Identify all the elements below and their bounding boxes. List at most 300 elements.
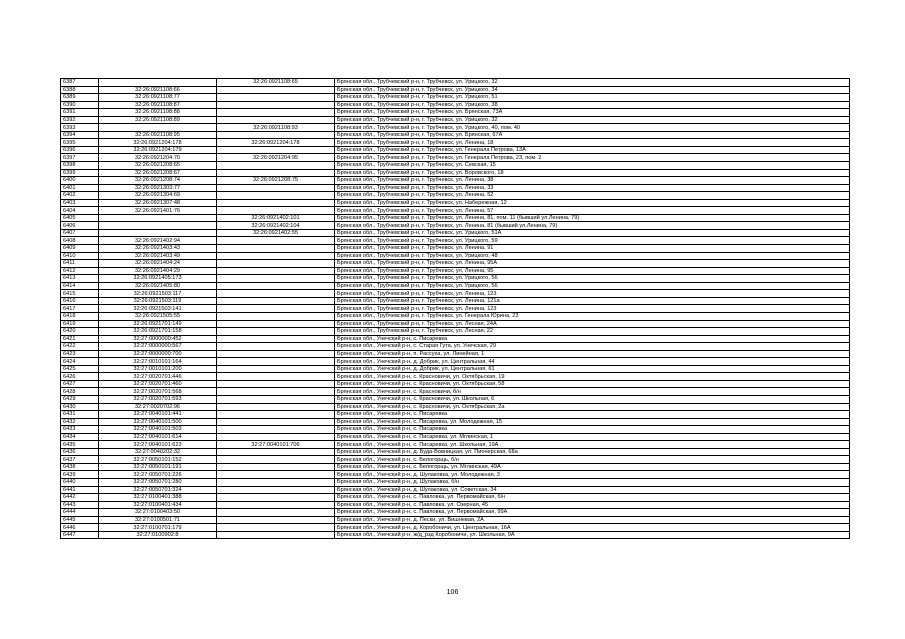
cell-address: Брянская обл., Унечский р-н, с. Красновичи, ул. Школьная, 6 [335,395,850,403]
cell-related-cadastral-number [217,162,335,170]
cell-cadastral-number: 32:26:0921401:76 [99,207,217,215]
cell-address: Брянская обл., Трубчевский р-н, г. Трубчевск, ул. Урицкого, 56 [335,275,850,283]
cell-row-number: 6432 [61,418,99,426]
table-row [61,418,850,426]
table-row [61,101,850,109]
cell-address: Брянская обл., Унечский р-н, д. Добрик, ул. Центральная, 61 [335,365,850,373]
cell-row-number: 6406 [61,222,99,230]
cell-related-cadastral-number [217,395,335,403]
table-row [61,267,850,275]
cell-related-cadastral-number [217,245,335,253]
cell-cadastral-number: 32:26:0921503:117 [99,290,217,298]
cell-address: Брянская обл., Трубчевский р-н, г. Трубчевск, ул. Урицкого, 32 [335,116,850,124]
cell-cadastral-number: 32:27:0100401:434 [99,501,217,509]
cell-address: Брянская обл., Трубчевский р-н, г. Трубчевск, ул. Генерала Петрова, 13А [335,146,850,154]
cell-related-cadastral-number: 32:26:0921402:55 [217,229,335,237]
cell-row-number: 6396 [61,146,99,154]
cell-cadastral-number: 32:27:0050701:280 [99,478,217,486]
cell-cadastral-number [99,229,217,237]
cell-related-cadastral-number [217,101,335,109]
cell-row-number: 6400 [61,177,99,185]
cell-address: Брянская обл., Трубчевский р-н, г. Трубчевск, ул. Ленина, 81, пом. 11 (бывший ул.Ленина, 79) [335,214,850,222]
cell-row-number: 6431 [61,411,99,419]
cell-cadastral-number: 32:26:0921405:80 [99,282,217,290]
cell-related-cadastral-number [217,290,335,298]
cell-related-cadastral-number: 32:26:0921402:101 [217,214,335,222]
table-row [61,282,850,290]
cell-cadastral-number: 32:26:0921208:65 [99,162,217,170]
cell-row-number: 6411 [61,260,99,268]
cell-address: Брянская обл., Трубчевский р-н, г. Трубчевск, ул. Урицкого, 51 [335,94,850,102]
cell-row-number: 6410 [61,252,99,260]
cell-cadastral-number: 32:27:0040202:32 [99,448,217,456]
registry-table-body [61,79,850,539]
cell-cadastral-number: 32:27:0010101:164 [99,358,217,366]
cell-cadastral-number: 32:26:0921701:149 [99,320,217,328]
cell-related-cadastral-number [217,192,335,200]
cell-related-cadastral-number: 32:26:0921108:93 [217,124,335,132]
table-row [61,395,850,403]
cell-related-cadastral-number [217,478,335,486]
cell-address: Брянская обл., Унечский р-н, с. Павловка, ул. Первомайская, 99А [335,509,850,517]
cell-address: Брянская обл., Унечский р-н, с. Красновичи, б/н [335,388,850,396]
table-row [61,290,850,298]
table-row [61,214,850,222]
cell-cadastral-number: 32:27:0020701:593 [99,395,217,403]
table-row [61,358,850,366]
cell-row-number: 6415 [61,290,99,298]
cell-related-cadastral-number [217,267,335,275]
table-row [61,373,850,381]
cell-row-number: 6445 [61,516,99,524]
cell-row-number: 6427 [61,380,99,388]
cell-related-cadastral-number [217,380,335,388]
cell-related-cadastral-number [217,312,335,320]
cell-cadastral-number: 32:26:0921108:66 [99,86,217,94]
cell-address: Брянская обл., Унечский р-н, с. Старая Гута, ул. Унечская, 29 [335,343,850,351]
cell-address: Брянская обл., Унечский р-н, д. Шулаковка, б/н [335,478,850,486]
cell-address: Брянская обл., Унечский р-н, д. Шулаковка, ул. Молодежная, 3 [335,471,850,479]
cell-related-cadastral-number: 32:26:0921208:75 [217,177,335,185]
cell-cadastral-number: 32:26:0921108:88 [99,109,217,117]
cell-cadastral-number: 32:27:0040101:614 [99,433,217,441]
cell-related-cadastral-number [217,305,335,313]
cell-related-cadastral-number [217,373,335,381]
cell-related-cadastral-number [217,524,335,532]
cell-cadastral-number: 32:26:0921204:70 [99,154,217,162]
cell-row-number: 6391 [61,109,99,117]
cell-cadastral-number: 32:26:0921405:173 [99,275,217,283]
cell-related-cadastral-number [217,86,335,94]
cell-related-cadastral-number [217,403,335,411]
cell-cadastral-number: 32:27:0020701:460 [99,380,217,388]
cell-address: Брянская обл., Трубчевский р-н, г. Трубчевск, ул. Ленина, 81 (бывший ул.Ленина, 79) [335,222,850,230]
cell-address: Брянская обл., Унечский р-н, с. Белогорщь, ул. Мглинская, 49А [335,463,850,471]
cell-related-cadastral-number [217,275,335,283]
cell-row-number: 6397 [61,154,99,162]
table-row [61,433,850,441]
cell-address: Брянская обл., Трубчевский р-н, г. Трубчевск, ул. Брянская, 73А [335,109,850,117]
cell-address: Брянская обл., Унечский р-н, с. Павловка, ул. Первомайская, б/н [335,494,850,502]
cell-address: Брянская обл., Трубчевский р-н, г. Трубчевск, ул. Урицкого, 56 [335,282,850,290]
cell-row-number: 6404 [61,207,99,215]
cell-address: Брянская обл., Трубчевский р-н, г. Трубчевск, ул. Ленина, 18 [335,139,850,147]
cell-row-number: 6420 [61,328,99,336]
cell-cadastral-number: 32:27:0100501:71 [99,516,217,524]
cell-cadastral-number: 32:27:0040101:503 [99,426,217,434]
cell-related-cadastral-number [217,418,335,426]
cell-cadastral-number: 32:27:0100902:8 [99,531,217,539]
cell-row-number: 6392 [61,116,99,124]
cell-related-cadastral-number [217,94,335,102]
cell-cadastral-number: 32:27:0010101:200 [99,365,217,373]
cell-row-number: 6422 [61,343,99,351]
cell-cadastral-number: 32:27:0000000:452 [99,335,217,343]
cell-related-cadastral-number [217,509,335,517]
cell-cadastral-number: 32:26:0921402:94 [99,237,217,245]
cell-related-cadastral-number [217,184,335,192]
cell-address: Брянская обл., Трубчевский р-н, г. Трубчевск, ул. Урицкого, 40, пом. 40 [335,124,850,132]
cell-row-number: 6417 [61,305,99,313]
cell-row-number: 6409 [61,245,99,253]
cell-row-number: 6402 [61,192,99,200]
cell-row-number: 6426 [61,373,99,381]
table-row [61,245,850,253]
cell-address: Брянская обл., Трубчевский р-н, г. Трубчевск, ул. Ленина, 95 [335,267,850,275]
table-row [61,350,850,358]
cell-related-cadastral-number [217,388,335,396]
table-row [61,471,850,479]
cell-address: Брянская обл., Трубчевский р-н, г. Трубчевск, ул. Набережная, 12 [335,199,850,207]
cell-row-number: 6433 [61,426,99,434]
cell-row-number: 6429 [61,395,99,403]
cell-cadastral-number: 32:27:0020701:568 [99,388,217,396]
cell-cadastral-number: 32:26:0921307:48 [99,199,217,207]
cell-cadastral-number: 32:27:0050101:191 [99,463,217,471]
cell-related-cadastral-number [217,109,335,117]
cell-related-cadastral-number [217,343,335,351]
registry-table [60,78,850,539]
table-row [61,131,850,139]
cell-cadastral-number: 32:26:0921208:67 [99,169,217,177]
cell-address: Брянская обл., Трубчевский р-н, г. Трубчевск, ул. Лесная, 24А [335,320,850,328]
cell-row-number: 6428 [61,388,99,396]
table-row [61,388,850,396]
cell-row-number: 6447 [61,531,99,539]
table-row [61,531,850,539]
document-sheet [60,78,850,539]
cell-address: Брянская обл., Трубчевский р-н, г. Трубчевск, ул. Ленина, 123 [335,305,850,313]
cell-address: Брянская обл., Трубчевский р-н, г. Трубчевск, ул. Лесная, 22 [335,328,850,336]
cell-cadastral-number: 32:27:0100401:388 [99,494,217,502]
cell-address: Брянская обл., Унечский р-н, с. Красновичи, ул. Октябрьская, 19 [335,373,850,381]
cell-related-cadastral-number [217,365,335,373]
cell-related-cadastral-number [217,116,335,124]
cell-cadastral-number: 32:26:0921505:55 [99,312,217,320]
table-row [61,297,850,305]
cell-address: Брянская обл., Унечский р-н, ж/д_рзд Коробоничи, ул. Школьная, 9А [335,531,850,539]
cell-row-number: 6418 [61,312,99,320]
table-row [61,192,850,200]
table-row [61,380,850,388]
cell-row-number: 6393 [61,124,99,132]
cell-cadastral-number: 32:26:0921108:77 [99,94,217,102]
table-row [61,207,850,215]
cell-row-number: 6413 [61,275,99,283]
cell-address: Брянская обл., Трубчевский р-н, г. Трубчевск, ул. Ленина, 57 [335,207,850,215]
table-row [61,524,850,532]
cell-row-number: 6436 [61,448,99,456]
table-row [61,478,850,486]
cell-row-number: 6414 [61,282,99,290]
cell-cadastral-number: 32:27:0000000:700 [99,350,217,358]
cell-related-cadastral-number [217,411,335,419]
cell-related-cadastral-number [217,320,335,328]
cell-row-number: 6421 [61,335,99,343]
cell-cadastral-number: 32:26:0921404:24 [99,260,217,268]
cell-cadastral-number: 32:26:0921701:158 [99,328,217,336]
cell-row-number: 6438 [61,463,99,471]
cell-related-cadastral-number [217,237,335,245]
cell-row-number: 6389 [61,94,99,102]
cell-cadastral-number [99,124,217,132]
cell-cadastral-number: 32:26:0921403:43 [99,245,217,253]
cell-address: Брянская обл., Трубчевский р-н, г. Трубчевск, ул. Ленина, 38 [335,177,850,185]
cell-row-number: 6399 [61,169,99,177]
cell-related-cadastral-number [217,328,335,336]
cell-address: Брянская обл., Унечский р-н, д. Буда-Вовницкая, ул. Пионерская, 68а [335,448,850,456]
table-row [61,109,850,117]
table-row [61,116,850,124]
cell-cadastral-number: 32:27:0050701:324 [99,486,217,494]
cell-address: Брянская обл., Унечский р-н, с. Писаревка, ул. Мглинская, 1 [335,433,850,441]
cell-related-cadastral-number: 32:26:0921108:65 [217,79,335,87]
cell-row-number: 6401 [61,184,99,192]
cell-row-number: 6424 [61,358,99,366]
cell-address: Брянская обл., Трубчевский р-н, г. Трубчевск, ул. Урицкого, 59 [335,237,850,245]
cell-row-number: 6443 [61,501,99,509]
page-number: 106 [446,589,459,596]
cell-cadastral-number [99,79,217,87]
cell-address: Брянская обл., Трубчевский р-н, г. Трубчевск, ул. Ленина, 95А [335,260,850,268]
cell-cadastral-number: 32:26:0921204:178 [99,139,217,147]
cell-cadastral-number: 32:27:0040101:623 [99,441,217,449]
cell-cadastral-number: 32:26:0921208:74 [99,177,217,185]
cell-related-cadastral-number [217,207,335,215]
cell-address: Брянская обл., Унечский р-н, д. Коробоничи, ул. Центральная, 16А [335,524,850,532]
cell-address: Брянская обл., Трубчевский р-н, г. Трубчевск, ул. Ленина, 33 [335,184,850,192]
table-row [61,237,850,245]
table-row [61,146,850,154]
cell-related-cadastral-number: 32:27:0040101:706 [217,441,335,449]
cell-related-cadastral-number [217,448,335,456]
table-row [61,403,850,411]
cell-address: Брянская обл., Трубчевский р-н, г. Трубчевск, ул. Урицкого, 34 [335,86,850,94]
cell-address: Брянская обл., Трубчевский р-н, г. Трубчевск, ул. Воровского, 18 [335,169,850,177]
cell-cadastral-number: 32:26:0921108:95 [99,131,217,139]
cell-cadastral-number: 32:27:0040101:500 [99,418,217,426]
cell-row-number: 6437 [61,456,99,464]
cell-related-cadastral-number [217,131,335,139]
table-row [61,320,850,328]
table-row [61,229,850,237]
cell-related-cadastral-number [217,426,335,434]
cell-row-number: 6439 [61,471,99,479]
cell-address: Брянская обл., Унечский р-н, п. Рассуха, ул. Линейная, 1 [335,350,850,358]
cell-row-number: 6434 [61,433,99,441]
table-row [61,124,850,132]
cell-cadastral-number: 32:27:0000000:567 [99,343,217,351]
cell-cadastral-number [99,222,217,230]
cell-cadastral-number: 32:26:0921204:179 [99,146,217,154]
cell-address: Брянская обл., Трубчевский р-н, г. Трубчевск, ул. Ленина, 52 [335,192,850,200]
table-row [61,494,850,502]
table-row [61,305,850,313]
table-row [61,199,850,207]
cell-row-number: 6395 [61,139,99,147]
table-row [61,448,850,456]
cell-address: Брянская обл., Трубчевский р-н, г. Трубчевск, ул. Генерала Юрина, 23 [335,312,850,320]
cell-row-number: 6398 [61,162,99,170]
cell-cadastral-number: 32:27:0100403:50 [99,509,217,517]
cell-address: Брянская обл., Трубчевский р-н, г. Трубчевск, ул. Брянская, 67А [335,131,850,139]
cell-row-number: 6425 [61,365,99,373]
cell-address: Брянская обл., Унечский р-н, д. Пески, ул. Вишневая, 2А [335,516,850,524]
cell-cadastral-number: 32:26:0921304:69 [99,192,217,200]
cell-address: Брянская обл., Унечский р-н, с. Писаревка, ул. Школьная, 19А [335,441,850,449]
cell-address: Брянская обл., Трубчевский р-н, г. Трубчевск, ул. Урицкого, 51А [335,229,850,237]
cell-related-cadastral-number [217,531,335,539]
cell-row-number: 6446 [61,524,99,532]
cell-related-cadastral-number [217,350,335,358]
cell-related-cadastral-number [217,516,335,524]
cell-address: Брянская обл., Унечский р-н, с. Белогорщь, б/н [335,456,850,464]
cell-cadastral-number: 32:27:0020702:96 [99,403,217,411]
cell-related-cadastral-number [217,199,335,207]
table-row [61,335,850,343]
table-row [61,501,850,509]
table-row [61,184,850,192]
cell-cadastral-number: 32:26:0921503:119 [99,297,217,305]
table-row [61,86,850,94]
table-row [61,509,850,517]
table-row [61,162,850,170]
cell-cadastral-number: 32:26:0921404:29 [99,267,217,275]
cell-row-number: 6423 [61,350,99,358]
cell-address: Брянская обл., Унечский р-н, с. Писаревка [335,411,850,419]
cell-row-number: 6407 [61,229,99,237]
cell-address: Брянская обл., Унечский р-н, д. Добрик, ул. Центральная, 44 [335,358,850,366]
cell-address: Брянская обл., Унечский р-н, д. Шулаковка, ул. Советская, 34 [335,486,850,494]
cell-related-cadastral-number [217,494,335,502]
cell-row-number: 6444 [61,509,99,517]
cell-related-cadastral-number [217,260,335,268]
cell-related-cadastral-number [217,471,335,479]
cell-address: Брянская обл., Унечский р-н, с. Павловка, ул. Озерная, 45 [335,501,850,509]
cell-address: Брянская обл., Трубчевский р-н, г. Трубчевск, ул. Урицкого, 32 [335,79,850,87]
cell-row-number: 6388 [61,86,99,94]
cell-address: Брянская обл., Трубчевский р-н, г. Трубчевск, ул. Севская, 15 [335,162,850,170]
table-row [61,252,850,260]
table-row [61,441,850,449]
cell-related-cadastral-number [217,501,335,509]
table-row [61,79,850,87]
cell-address: Брянская обл., Трубчевский р-н, г. Трубчевск, ул. Генерала Петрова, 23, пом. 2 [335,154,850,162]
cell-related-cadastral-number: 32:26:0921204:95 [217,154,335,162]
cell-address: Брянская обл., Трубчевский р-н, г. Трубчевск, ул. Ленина, 123 [335,290,850,298]
table-row [61,343,850,351]
table-row [61,463,850,471]
cell-cadastral-number: 32:26:0921108:87 [99,101,217,109]
cell-row-number: 6435 [61,441,99,449]
cell-address: Брянская обл., Трубчевский р-н, г. Трубчевск, ул. Урицкого, 38 [335,101,850,109]
cell-cadastral-number: 32:27:0020701:446 [99,373,217,381]
cell-row-number: 6442 [61,494,99,502]
cell-related-cadastral-number [217,282,335,290]
table-row [61,456,850,464]
cell-cadastral-number: 32:26:0921403:49 [99,252,217,260]
table-row [61,516,850,524]
cell-address: Брянская обл., Унечский р-н, с. Красновичи, ул. Октябрьская, 2а [335,403,850,411]
cell-row-number: 6419 [61,320,99,328]
cell-address: Брянская обл., Унечский р-н, с. Писаревка [335,335,850,343]
table-row [61,411,850,419]
table-row [61,275,850,283]
cell-address: Брянская обл., Унечский р-н, с. Писаревка [335,426,850,434]
cell-related-cadastral-number [217,169,335,177]
cell-related-cadastral-number: 32:26:0921402:104 [217,222,335,230]
cell-cadastral-number [99,214,217,222]
cell-related-cadastral-number [217,252,335,260]
cell-row-number: 6387 [61,79,99,87]
cell-related-cadastral-number [217,433,335,441]
cell-cadastral-number: 32:27:0100701:179 [99,524,217,532]
cell-related-cadastral-number [217,463,335,471]
cell-cadastral-number: 32:27:0040101:441 [99,411,217,419]
cell-row-number: 6416 [61,297,99,305]
table-row [61,365,850,373]
cell-row-number: 6390 [61,101,99,109]
cell-cadastral-number: 32:27:0050701:226 [99,471,217,479]
table-row [61,260,850,268]
cell-row-number: 6430 [61,403,99,411]
cell-cadastral-number: 32:26:0921303:77 [99,184,217,192]
table-row [61,94,850,102]
cell-row-number: 6394 [61,131,99,139]
table-row [61,139,850,147]
cell-related-cadastral-number [217,486,335,494]
cell-related-cadastral-number [217,146,335,154]
table-row [61,328,850,336]
table-row [61,169,850,177]
table-row [61,486,850,494]
table-row [61,177,850,185]
cell-related-cadastral-number: 32:26:0921204:178 [217,139,335,147]
cell-row-number: 6412 [61,267,99,275]
cell-row-number: 6405 [61,214,99,222]
cell-address: Брянская обл., Трубчевский р-н, г. Трубчевск, ул. Ленина, 121а [335,297,850,305]
cell-row-number: 6408 [61,237,99,245]
cell-row-number: 6441 [61,486,99,494]
table-row [61,312,850,320]
cell-related-cadastral-number [217,335,335,343]
cell-address: Брянская обл., Трубчевский р-н, г. Трубчевск, ул. Ленина, 91 [335,245,850,253]
cell-related-cadastral-number [217,456,335,464]
cell-address: Брянская обл., Унечский р-н, с. Красновичи, ул. Октябрьская, 58 [335,380,850,388]
cell-related-cadastral-number [217,358,335,366]
cell-cadastral-number: 32:27:0050101:152 [99,456,217,464]
cell-address: Брянская обл., Унечский р-н, с. Писаревка, ул. Молодежная, 15 [335,418,850,426]
